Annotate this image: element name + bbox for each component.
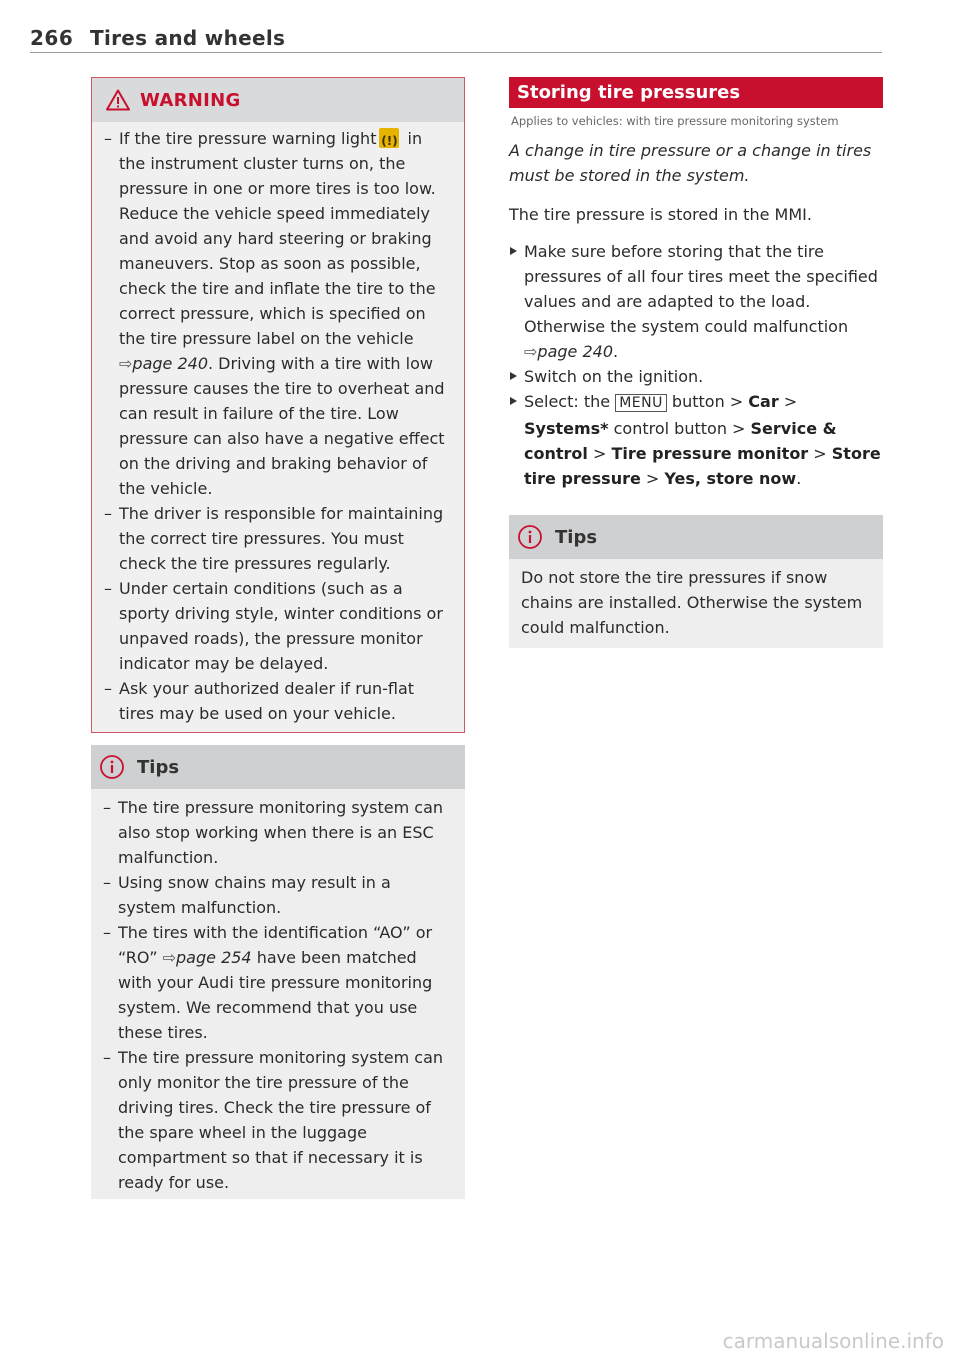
page-reference-link[interactable]: page 240 xyxy=(537,342,613,361)
section-heading: Storing tire pressures xyxy=(509,77,883,108)
warning-box xyxy=(91,77,465,733)
warning-item: – If the tire pressure warning light(!) in the instrument cluster turns on, the pressure in one or more tires is too low. Reduce the vehicle speed immediately and avoid any hard steering or braking maneuvers. Stop as soon as possible, check the tire and inflate the tire to the correct pressure, which is specified on the tire pressure label on the vehicle ⇨page 240. Driving with a tire with low pressure causes the tire to overheat and can result in failure of the tire. Low pressure can also have a negative effect on the driving and braking behavior of the vehicle. xyxy=(104,126,450,501)
tips-item: – The tire pressure monitoring system can also stop working when there is an ESC malfunction. xyxy=(103,795,451,870)
page-reference-link[interactable]: page 254 xyxy=(176,948,252,967)
page-reference-link[interactable]: page 240 xyxy=(132,354,208,373)
tips-item: – The tire pressure monitoring system can only monitor the tire pressure of the driving tires. Check the tire pressure of the spare wheel in the luggage compartment so that if necessary it is ready for use. xyxy=(103,1045,451,1195)
info-icon xyxy=(517,524,543,550)
step-item: Switch on the ignition. xyxy=(509,364,883,389)
reference-arrow-icon: ⇨ xyxy=(524,342,538,361)
step-item: Select: the MENU button > Car > Systems* control button > Service & control > Tire pressure monitor > Store tire pressure > Yes, store now. xyxy=(509,389,883,491)
applies-to-note: Applies to vehicles: with tire pressure monitoring system xyxy=(511,114,839,128)
reference-arrow-icon: ⇨ xyxy=(119,354,133,373)
info-icon xyxy=(99,754,125,780)
tips-title: Tips xyxy=(555,526,598,548)
step-list xyxy=(509,239,883,491)
tips-text: Do not store the tire pressures if snow chains are installed. Otherwise the system could malfunction. xyxy=(521,568,863,637)
tips-box-right xyxy=(509,515,883,648)
tire-pressure-warning-icon xyxy=(379,128,399,148)
tips-item: – The tires with the identification “AO” or “RO” ⇨page 254 have been matched with your Audi tire pressure monitoring system. We recommend that you use these tires. xyxy=(103,920,451,1045)
intro-text: A change in tire pressure or a change in tires must be stored in the system. xyxy=(509,141,872,185)
chapter-title: Tires and wheels xyxy=(90,26,286,50)
warning-triangle-icon xyxy=(106,89,130,111)
tips-header xyxy=(91,745,465,789)
watermark: carmanualsonline.info xyxy=(722,1329,944,1353)
warning-body xyxy=(92,122,464,732)
tips-item: – Using snow chains may result in a system malfunction. xyxy=(103,870,451,920)
warning-item: – Ask your authorized dealer if run-flat tires may be used on your vehicle. xyxy=(104,676,450,726)
warning-item: – Under certain conditions (such as a sporty driving style, winter conditions or unpaved roads), the pressure monitor indicator may be delayed. xyxy=(104,576,450,676)
page-header xyxy=(30,26,882,53)
body-text: The tire pressure is stored in the MMI. xyxy=(509,205,812,224)
right-column xyxy=(509,77,883,648)
tips-title: Tips xyxy=(137,756,180,778)
reference-arrow-icon: ⇨ xyxy=(162,948,177,967)
left-column xyxy=(91,77,465,1199)
warning-item: – The driver is responsible for maintaining the correct tire pressures. You must check the tire pressures regularly. xyxy=(104,501,450,576)
menu-key: MENU xyxy=(615,394,667,412)
warning-title: WARNING xyxy=(140,89,241,111)
page-number: 266 xyxy=(30,26,74,50)
step-item: Make sure before storing that the tire pressures of all four tires meet the specified values and are adapted to the load. Otherwise the system could malfunction ⇨page 240. xyxy=(509,239,883,364)
tips-box-left xyxy=(91,745,465,1199)
warning-header xyxy=(92,78,464,122)
tips-header xyxy=(509,515,883,559)
